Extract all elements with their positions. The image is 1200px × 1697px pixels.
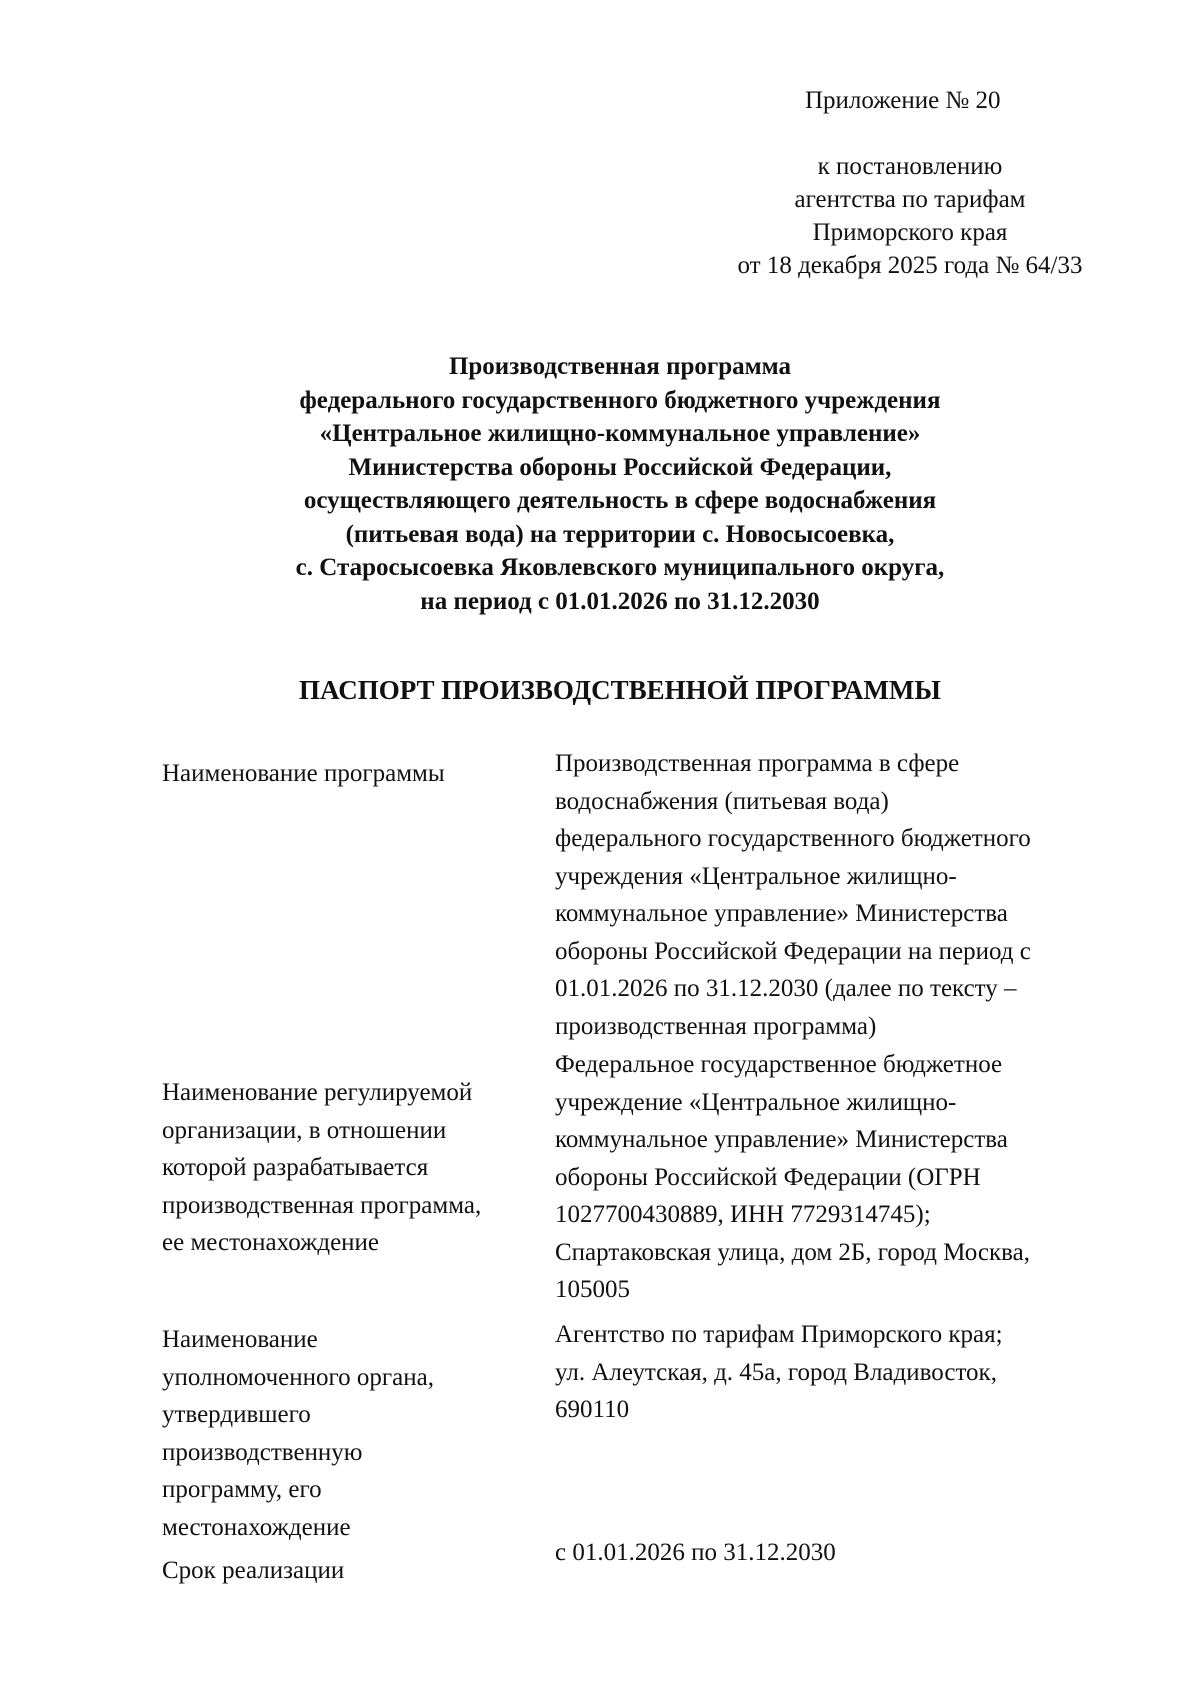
passport-label-program-name: Наименование программы <box>162 760 445 787</box>
title-line: Министерства обороны Российской Федерации, <box>348 453 892 481</box>
title-line: (питьевая вода) на территории с. Новосысоевка, <box>345 520 895 548</box>
resolution-line: от 18 декабря 2025 года № 64/33 <box>737 252 1083 279</box>
passport-value-implementation-period: с 01.01.2026 по 31.12.2030 <box>555 1539 836 1566</box>
passport-value-authorized-body: Агентство по тарифам Приморского края; ул. Алеутская, д. 45а, город Владивосток, 690110 <box>555 1321 1003 1423</box>
title-line: «Центральное жилищно-коммунальное управление» <box>319 420 921 447</box>
passport-label-authorized-body: Наименование уполномоченного органа, утвердившего производственную программу, его местонахождение <box>162 1326 434 1541</box>
title-line: Производственная программа <box>448 353 792 380</box>
passport-value-regulated-organization: Федеральное государственное бюджетное учреждение «Центральное жилищно- коммунальное управление» Министерства обороны Российской Федерации (ОГРН 1027700430889, ИНН 7729314745); Спартаковская улица, дом 2Б, город Москва, 105005 <box>555 1051 1030 1303</box>
passport-label-implementation-period: Срок реализации <box>162 1557 345 1584</box>
title-line: осуществляющего деятельность в сфере водоснабжения <box>303 487 937 514</box>
title-line: на период с 01.01.2026 по 31.12.2030 <box>420 587 820 615</box>
resolution-line: Приморского края <box>812 219 1008 246</box>
resolution-line: агентства по тарифам <box>794 186 1026 213</box>
resolution-line: к постановлению <box>817 153 1003 180</box>
title-line: с. Старосысоевка Яковлевского муниципального округа, <box>295 554 945 581</box>
title-line: федерального государственного бюджетного учреждения <box>299 386 941 414</box>
passport-value-program-name: Производственная программа в сфере водоснабжения (питьевая вода) федерального государственного бюджетного учреждения «Центральное жилищно- коммунальное управление» Министерства обороны Российской Федерации на период с 01.01.2026 по 31.12.2030 (далее по тексту – производственная программа) <box>555 750 1031 1040</box>
resolution-reference <box>700 150 1120 282</box>
appendix-number: Приложение № 20 <box>805 87 1001 114</box>
program-title <box>200 350 1040 618</box>
passport-heading: ПАСПОРТ ПРОИЗВОДСТВЕННОЙ ПРОГРАММЫ <box>299 675 941 705</box>
passport-label-regulated-organization: Наименование регулируемой организации, в отношении которой разрабатывается производственная программа, ее местонахождение <box>162 1079 482 1256</box>
